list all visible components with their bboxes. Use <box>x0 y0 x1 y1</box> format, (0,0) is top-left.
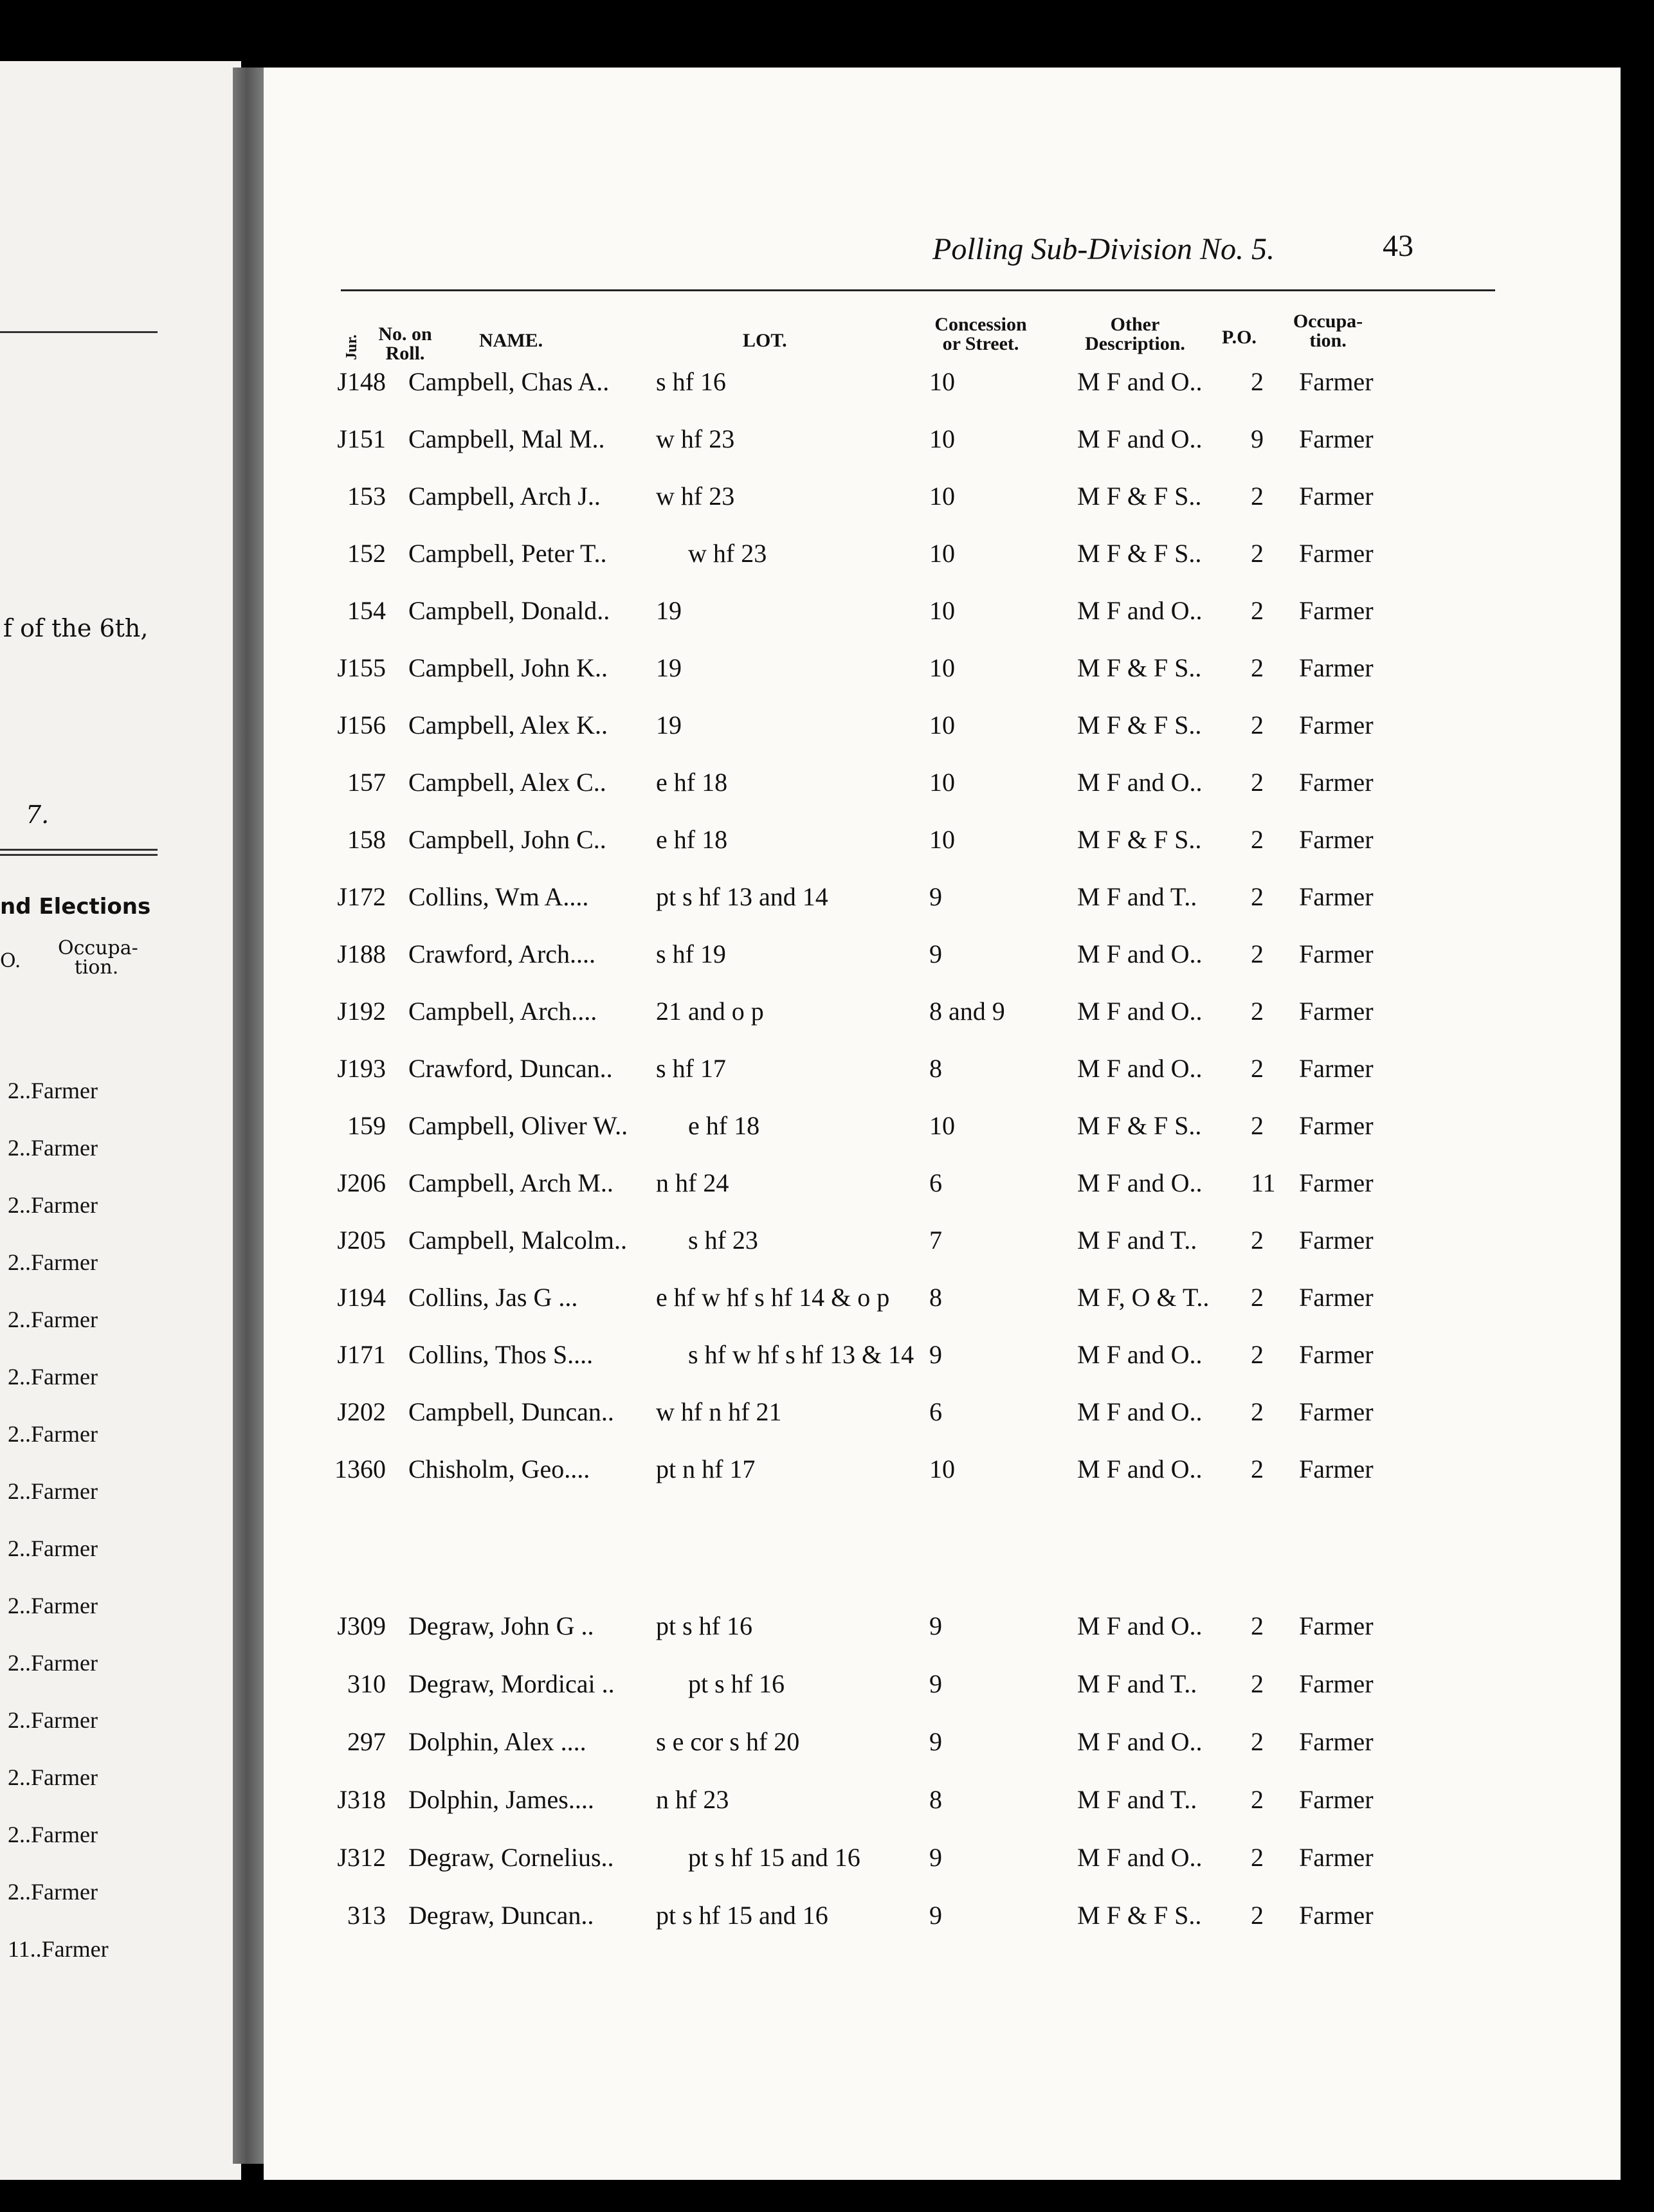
post-office: 2 <box>1251 653 1264 682</box>
voter-name: Campbell, Malcolm.. <box>408 1226 627 1255</box>
occupation: Farmer <box>1299 539 1374 568</box>
concession: 9 <box>929 1340 942 1369</box>
occupation: Farmer <box>1299 997 1374 1026</box>
table-row <box>264 767 1621 806</box>
lot: w hf n hf 21 <box>656 1397 782 1426</box>
roll-number: 158 <box>347 825 386 854</box>
voter-name: Campbell, John C.. <box>408 825 606 854</box>
post-office: 2 <box>1251 711 1264 739</box>
table-row <box>264 424 1621 462</box>
occupation: Farmer <box>1299 711 1374 739</box>
post-office: 2 <box>1251 1283 1264 1312</box>
voter-name: Campbell, Mal M.. <box>408 424 605 453</box>
post-office: 2 <box>1251 1340 1264 1369</box>
other-description: M F and O.. <box>1077 939 1203 968</box>
post-office: 2 <box>1251 1669 1264 1698</box>
concession: 8 <box>929 1785 942 1814</box>
table-row <box>264 1339 1621 1378</box>
occupation: Farmer <box>1299 653 1374 682</box>
concession: 9 <box>929 1901 942 1930</box>
left-occupation-entry: 2..Farmer <box>8 1707 98 1733</box>
roll-number: J155 <box>337 653 386 682</box>
lot: e hf w hf s hf 14 & o p <box>656 1283 890 1312</box>
left-occupation-entry: 2..Farmer <box>8 1879 98 1905</box>
occupation: Farmer <box>1299 768 1374 797</box>
left-occupation-entry: 2..Farmer <box>8 1192 98 1218</box>
voter-name: Campbell, Oliver W.. <box>408 1111 628 1140</box>
voter-name: Campbell, Donald.. <box>408 596 610 625</box>
concession: 9 <box>929 882 942 911</box>
table-row <box>264 1727 1621 1765</box>
voter-name: Campbell, Alex K.. <box>408 711 608 739</box>
column-header-po: P.O. <box>1222 327 1257 348</box>
voter-name: Campbell, Arch J.. <box>408 482 601 511</box>
table-row <box>264 996 1621 1035</box>
roll-number: 313 <box>347 1901 386 1930</box>
other-description: M F and O.. <box>1077 1455 1203 1483</box>
occupation: Farmer <box>1299 1901 1374 1930</box>
roll-number: 159 <box>347 1111 386 1140</box>
lot: e hf 18 <box>656 768 728 797</box>
voter-name: Dolphin, James.... <box>408 1785 594 1814</box>
concession: 10 <box>929 1455 955 1483</box>
voter-name: Campbell, Duncan.. <box>408 1397 614 1426</box>
roll-number: 1360 <box>334 1455 386 1483</box>
left-page-fragment <box>0 61 241 2180</box>
roll-number: J156 <box>337 711 386 739</box>
concession: 10 <box>929 768 955 797</box>
concession: 10 <box>929 711 955 739</box>
voter-name: Degraw, Duncan.. <box>408 1901 594 1930</box>
voter-name: Campbell, Chas A.. <box>408 367 610 396</box>
post-office: 2 <box>1251 939 1264 968</box>
post-office: 2 <box>1251 1054 1264 1083</box>
right-page <box>264 68 1621 2180</box>
occupation: Farmer <box>1299 1168 1374 1197</box>
column-header-lot: LOT. <box>743 330 787 351</box>
post-office: 9 <box>1251 424 1264 453</box>
left-fragment-number: 7. <box>26 801 50 829</box>
lot: w hf 23 <box>656 482 735 511</box>
lot: pt s hf 16 <box>656 1611 752 1640</box>
voter-name: Collins, Wm A.... <box>408 882 589 911</box>
table-row <box>264 595 1621 634</box>
book-spine-shadow <box>233 68 268 2164</box>
other-description: M F and O.. <box>1077 1843 1203 1872</box>
lot: w hf 23 <box>656 424 735 453</box>
voter-name: Collins, Thos S.... <box>408 1340 594 1369</box>
other-description: M F, O & T.. <box>1077 1283 1210 1312</box>
occupation: Farmer <box>1299 1397 1374 1426</box>
voter-name: Crawford, Duncan.. <box>408 1054 613 1083</box>
table-row <box>264 1168 1621 1206</box>
column-header-jur: Jur. <box>343 334 360 360</box>
header-rule <box>341 289 1495 291</box>
voter-name: Collins, Jas G ... <box>408 1283 578 1312</box>
left-occupation-entry: 11..Farmer <box>8 1936 109 1962</box>
other-description: M F & F S.. <box>1077 482 1202 511</box>
column-header-name: NAME. <box>479 330 543 351</box>
other-description: M F and O.. <box>1077 1340 1203 1369</box>
roll-number: 157 <box>347 768 386 797</box>
roll-number: J202 <box>337 1397 386 1426</box>
voter-name: Campbell, Alex C.. <box>408 768 606 797</box>
lot: e hf 18 <box>656 825 728 854</box>
occupation: Farmer <box>1299 367 1374 396</box>
table-row <box>264 538 1621 577</box>
lot: 21 and o p <box>656 997 764 1026</box>
occupation: Farmer <box>1299 1340 1374 1369</box>
table-row <box>264 1053 1621 1092</box>
table-row <box>264 1900 1621 1939</box>
voter-name: Chisholm, Geo.... <box>408 1455 590 1483</box>
concession: 10 <box>929 825 955 854</box>
concession: 8 and 9 <box>929 997 1005 1026</box>
roll-number: J193 <box>337 1054 386 1083</box>
table-row <box>264 1784 1621 1823</box>
occupation: Farmer <box>1299 424 1374 453</box>
voter-name: Crawford, Arch.... <box>408 939 596 968</box>
table-row <box>264 1397 1621 1435</box>
other-description: M F and T.. <box>1077 1669 1197 1698</box>
roll-number: J188 <box>337 939 386 968</box>
occupation: Farmer <box>1299 882 1374 911</box>
occupation: Farmer <box>1299 1727 1374 1756</box>
concession: 10 <box>929 596 955 625</box>
other-description: M F and O.. <box>1077 1168 1203 1197</box>
other-description: M F and T.. <box>1077 1785 1197 1814</box>
concession: 10 <box>929 539 955 568</box>
table-row <box>264 1111 1621 1149</box>
voter-name: Campbell, John K.. <box>408 653 608 682</box>
other-description: M F and O.. <box>1077 596 1203 625</box>
left-occupation-entry: 2..Farmer <box>8 1078 98 1103</box>
other-description: M F & F S.. <box>1077 825 1202 854</box>
post-office: 2 <box>1251 367 1264 396</box>
occupation: Farmer <box>1299 1785 1374 1814</box>
table-row <box>264 1225 1621 1264</box>
concession: 9 <box>929 1669 942 1698</box>
occupation: Farmer <box>1299 1054 1374 1083</box>
post-office: 2 <box>1251 596 1264 625</box>
left-occupation-entry: 2..Farmer <box>8 1764 98 1790</box>
voter-name: Campbell, Arch M.. <box>408 1168 613 1197</box>
lot: 19 <box>656 711 682 739</box>
post-office: 2 <box>1251 482 1264 511</box>
roll-number: J194 <box>337 1283 386 1312</box>
table-row <box>264 1454 1621 1492</box>
left-occupation-header: Occupa- tion. <box>58 937 138 979</box>
roll-number: 297 <box>347 1727 386 1756</box>
other-description: M F and O.. <box>1077 1054 1203 1083</box>
left-occupation-entry: 2..Farmer <box>8 1135 98 1161</box>
table-row <box>264 882 1621 920</box>
column-header-concession: Concession or Street. <box>934 314 1027 354</box>
occupation: Farmer <box>1299 1111 1374 1140</box>
other-description: M F and O.. <box>1077 1727 1203 1756</box>
lot: s hf 17 <box>656 1054 726 1083</box>
other-description: M F and O.. <box>1077 997 1203 1026</box>
roll-number: 310 <box>347 1669 386 1698</box>
voter-name: Degraw, Mordicai .. <box>408 1669 615 1698</box>
roll-number: J148 <box>337 367 386 396</box>
post-office: 2 <box>1251 1111 1264 1140</box>
other-description: M F and O.. <box>1077 1611 1203 1640</box>
concession: 8 <box>929 1054 942 1083</box>
voter-name: Dolphin, Alex .... <box>408 1727 586 1756</box>
voter-name: Campbell, Peter T.. <box>408 539 607 568</box>
lot: pt s hf 15 and 16 <box>656 1901 828 1930</box>
voter-name: Degraw, John G .. <box>408 1611 594 1640</box>
other-description: M F and T.. <box>1077 882 1197 911</box>
table-row <box>264 1669 1621 1707</box>
lot: s hf 19 <box>656 939 726 968</box>
lot: 19 <box>656 596 682 625</box>
occupation: Farmer <box>1299 939 1374 968</box>
lot: pt n hf 17 <box>656 1455 756 1483</box>
other-description: M F and O.. <box>1077 1397 1203 1426</box>
left-fragment-heading: nd Elections <box>0 894 151 920</box>
occupation: Farmer <box>1299 1283 1374 1312</box>
table-row <box>264 481 1621 520</box>
roll-number: 152 <box>347 539 386 568</box>
table-row <box>264 1842 1621 1881</box>
other-description: M F and T.. <box>1077 1226 1197 1255</box>
table-row <box>264 367 1621 405</box>
concession: 10 <box>929 1111 955 1140</box>
page-number: 43 <box>1383 229 1413 263</box>
roll-number: J309 <box>337 1611 386 1640</box>
left-fragment-text: f of the 6th, <box>3 614 149 642</box>
lot: n hf 24 <box>656 1168 729 1197</box>
post-office: 2 <box>1251 825 1264 854</box>
lot: pt s hf 15 and 16 <box>688 1843 860 1872</box>
post-office: 2 <box>1251 1785 1264 1814</box>
other-description: M F & F S.. <box>1077 539 1202 568</box>
lot: s e cor s hf 20 <box>656 1727 800 1756</box>
other-description: M F and O.. <box>1077 424 1203 453</box>
lot: n hf 23 <box>656 1785 729 1814</box>
other-description: M F & F S.. <box>1077 1111 1202 1140</box>
left-rule-top <box>0 331 158 333</box>
left-occupation-entry: 2..Farmer <box>8 1249 98 1275</box>
occupation: Farmer <box>1299 596 1374 625</box>
table-row <box>264 939 1621 977</box>
occupation: Farmer <box>1299 1226 1374 1255</box>
column-header-occupation: Occupa- tion. <box>1293 311 1363 351</box>
roll-number: J312 <box>337 1843 386 1872</box>
left-occupation-entry: 2..Farmer <box>8 1364 98 1390</box>
column-header-other-description: Other Description. <box>1085 314 1185 354</box>
roll-number: J206 <box>337 1168 386 1197</box>
voter-name: Degraw, Cornelius.. <box>408 1843 614 1872</box>
left-occupation-entry: 2..Farmer <box>8 1307 98 1332</box>
other-description: M F & F S.. <box>1077 711 1202 739</box>
post-office: 2 <box>1251 1397 1264 1426</box>
post-office: 2 <box>1251 997 1264 1026</box>
concession: 6 <box>929 1168 942 1197</box>
concession: 9 <box>929 1843 942 1872</box>
left-occupation-entry: 2..Farmer <box>8 1650 98 1676</box>
table-row <box>264 710 1621 748</box>
left-occupation-entry: 2..Farmer <box>8 1536 98 1561</box>
table-row <box>264 653 1621 691</box>
other-description: M F and O.. <box>1077 768 1203 797</box>
occupation: Farmer <box>1299 1611 1374 1640</box>
post-office: 2 <box>1251 539 1264 568</box>
roll-number: J318 <box>337 1785 386 1814</box>
concession: 10 <box>929 367 955 396</box>
concession: 9 <box>929 1611 942 1640</box>
roll-number: 154 <box>347 596 386 625</box>
post-office: 2 <box>1251 882 1264 911</box>
left-occupation-entry: 2..Farmer <box>8 1421 98 1447</box>
roll-number: J171 <box>337 1340 386 1369</box>
other-description: M F & F S.. <box>1077 1901 1202 1930</box>
lot: pt s hf 13 and 14 <box>656 882 828 911</box>
other-description: M F and O.. <box>1077 367 1203 396</box>
concession: 7 <box>929 1226 942 1255</box>
roll-number: J172 <box>337 882 386 911</box>
occupation: Farmer <box>1299 1669 1374 1698</box>
post-office: 11 <box>1251 1168 1276 1197</box>
concession: 6 <box>929 1397 942 1426</box>
occupation: Farmer <box>1299 482 1374 511</box>
post-office: 2 <box>1251 768 1264 797</box>
roll-number: J192 <box>337 997 386 1026</box>
post-office: 2 <box>1251 1611 1264 1640</box>
post-office: 2 <box>1251 1843 1264 1872</box>
left-po-header: O. <box>0 950 21 972</box>
concession: 10 <box>929 653 955 682</box>
concession: 9 <box>929 939 942 968</box>
table-row <box>264 824 1621 863</box>
table-row <box>264 1611 1621 1649</box>
occupation: Farmer <box>1299 1455 1374 1483</box>
lot: w hf 23 <box>688 539 767 568</box>
occupation: Farmer <box>1299 825 1374 854</box>
roll-number: J151 <box>337 424 386 453</box>
lot: e hf 18 <box>688 1111 760 1140</box>
post-office: 2 <box>1251 1226 1264 1255</box>
table-row <box>264 1282 1621 1321</box>
roll-number: 153 <box>347 482 386 511</box>
page-title: Polling Sub-Division No. 5. <box>932 232 1275 266</box>
voter-name: Campbell, Arch.... <box>408 997 597 1026</box>
post-office: 2 <box>1251 1727 1264 1756</box>
column-header-no-on-roll: No. on Roll. <box>378 323 432 364</box>
lot: s hf 23 <box>688 1226 758 1255</box>
post-office: 2 <box>1251 1901 1264 1930</box>
left-occupation-entry: 2..Farmer <box>8 1593 98 1618</box>
left-occupation-entry: 2..Farmer <box>8 1822 98 1847</box>
left-rule-double-2 <box>0 854 158 856</box>
post-office: 2 <box>1251 1455 1264 1483</box>
left-rule-double <box>0 849 158 851</box>
concession: 10 <box>929 482 955 511</box>
other-description: M F & F S.. <box>1077 653 1202 682</box>
roll-number: J205 <box>337 1226 386 1255</box>
concession: 9 <box>929 1727 942 1756</box>
lot: s hf w hf s hf 13 & 14 <box>688 1340 914 1369</box>
left-occupation-entry: 2..Farmer <box>8 1478 98 1504</box>
lot: s hf 16 <box>656 367 726 396</box>
lot: 19 <box>656 653 682 682</box>
lot: pt s hf 16 <box>688 1669 785 1698</box>
concession: 8 <box>929 1283 942 1312</box>
concession: 10 <box>929 424 955 453</box>
occupation: Farmer <box>1299 1843 1374 1872</box>
